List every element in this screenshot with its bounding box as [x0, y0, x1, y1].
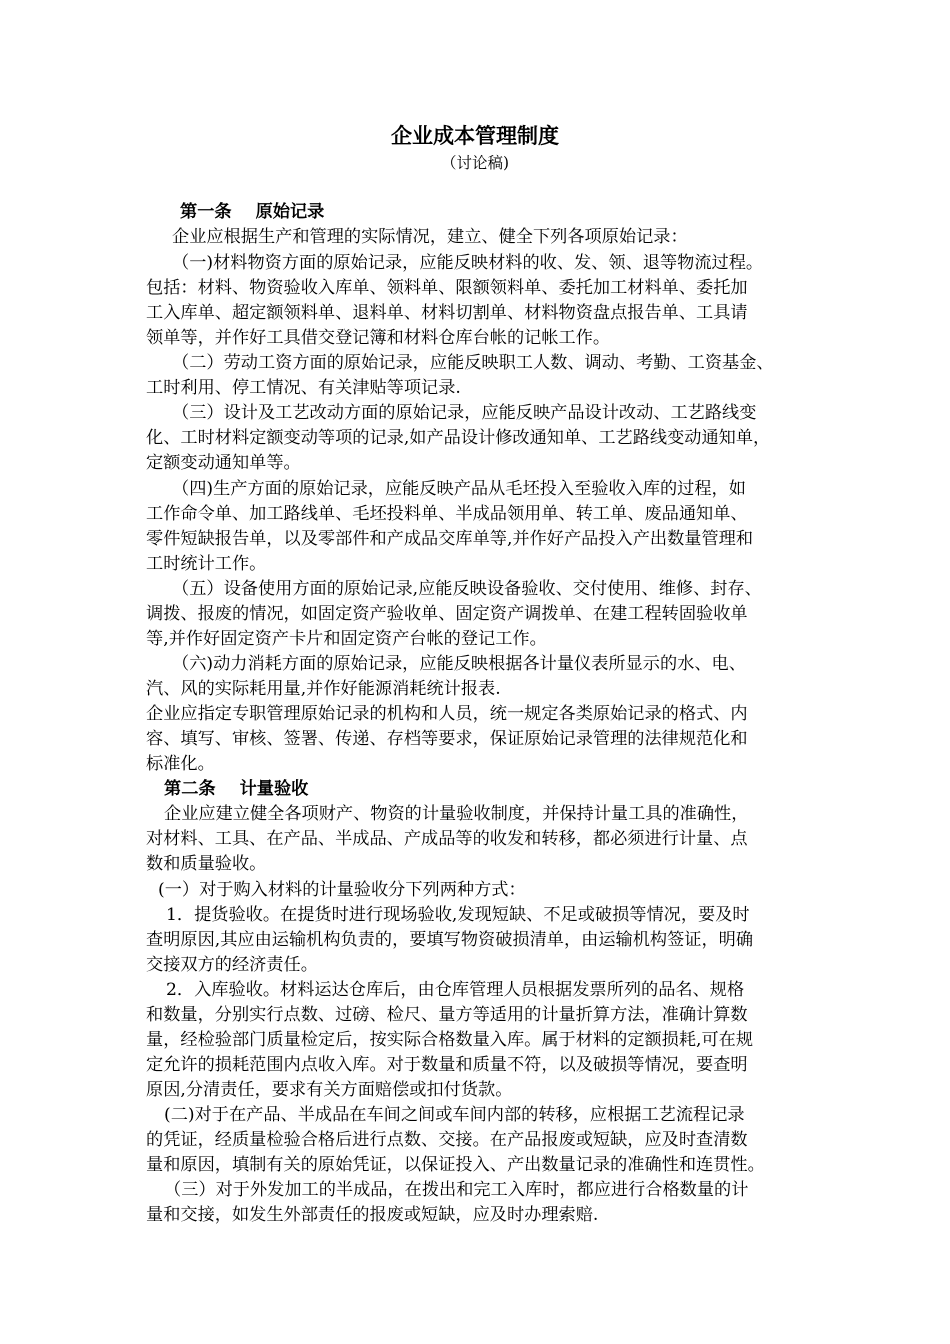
paragraph-line: 化、工时材料定额变动等项的记录,如产品设计修改通知单、工艺路线变动通知单， — [146, 428, 771, 448]
paragraph-line: 2．入库验收。材料运达仓库后，由仓库管理人员根据发票所列的品名、规格 — [166, 980, 745, 1000]
paragraph-line: 原因,分清责任，要求有关方面赔偿或扣付货款。 — [146, 1080, 513, 1100]
paragraph-line: 和数量，分别实行点数、过磅、检尺、量方等适用的计量折算方法，准确计算数 — [146, 1005, 748, 1025]
paragraph-line: (一）对于购入材料的计量验收分下列两种方式： — [158, 880, 526, 900]
paragraph-line: （三）设计及工艺改动方面的原始记录，应能反映产品设计改动、工艺路线变 — [172, 403, 757, 423]
paragraph-line: 工入库单、超定额领料单、退料单、材料切割单、材料物资盘点报告单、工具请 — [146, 303, 748, 323]
paragraph-line: 的凭证，经质量检验合格后进行点数、交接。在产品报废或短缺，应及时查清数 — [146, 1130, 748, 1150]
paragraph-line: （四)生产方面的原始记录，应能反映产品从毛坯投入至验收入库的过程，如 — [172, 479, 746, 499]
section2-number: 第二条 — [164, 779, 216, 799]
section1-name: 原始记录 — [255, 202, 325, 222]
paragraph-line: (二)对于在产品、半成品在车间之间或车间内部的转移，应根据工艺流程记录 — [164, 1105, 745, 1125]
paragraph-line: 领单等，并作好工具借交登记簿和材料仓库台帐的记帐工作。 — [146, 328, 611, 348]
paragraph-line: 企业应指定专职管理原始记录的机构和人员，统一规定各类原始记录的格式、内 — [146, 704, 748, 724]
paragraph-line: 标准化。 — [146, 754, 215, 774]
paragraph-line: 对材料、工具、在产品、半成品、产成品等的收发和转移，都必须进行计量、点 — [146, 829, 748, 849]
paragraph-line: 数和质量验收。 — [146, 854, 267, 874]
paragraph-line: 工时统计工作。 — [146, 554, 267, 574]
paragraph-line: 查明原因,其应由运输机构负责的，要填写物资破损清单，由运输机构签证，明确 — [146, 930, 754, 950]
paragraph-line: 定允许的损耗范围内点收入库。对于数量和质量不符，以及破损等情况，要查明 — [146, 1055, 748, 1075]
paragraph-line: （一)材料物资方面的原始记录，应能反映材料的收、发、领、退等物流过程。 — [172, 253, 764, 273]
paragraph-line: 等,并作好固定资产卡片和固定资产台帐的登记工作。 — [146, 629, 547, 649]
paragraph-line: 量和原因，填制有关的原始凭证，以保证投入、产出数量记录的准确性和连贯性。 — [146, 1155, 765, 1175]
paragraph-line: 容、填写、审核、签署、传递、存档等要求，保证原始记录管理的法律规范化和 — [146, 729, 748, 749]
paragraph-line: （六)动力消耗方面的原始记录，应能反映根据各计量仪表所显示的水、电、 — [172, 654, 746, 674]
section2-heading — [164, 777, 308, 801]
paragraph-line: 工作命令单、加工路线单、毛坯投料单、半成品领用单、转工单、废品通知单、 — [146, 504, 748, 524]
section1-number: 第一条 — [180, 202, 232, 222]
paragraph-line: 企业应根据生产和管理的实际情况，建立、健全下列各项原始记录： — [172, 227, 688, 247]
paragraph-line: 零件短缺报告单，以及零部件和产成品交库单等,并作好产品投入产出数量管理和 — [146, 529, 754, 549]
paragraph-line: 企业应建立健全各项财产、物资的计量验收制度，并保持计量工具的准确性， — [164, 804, 749, 824]
paragraph-line: 调拨、报废的情况，如固定资产验收单、固定资产调拨单、在建工程转固验收单 — [146, 604, 748, 624]
section2-name: 计量验收 — [239, 779, 309, 799]
paragraph-line: 包括：材料、物资验收入库单、领料单、限额领料单、委托加工材料单、委托加 — [146, 278, 748, 298]
paragraph-line: 工时利用、停工情况、有关津贴等项记录. — [146, 378, 461, 398]
paragraph-line: （二）劳动工资方面的原始记录，应能反映职工人数、调动、考勤、工资基金、 — [172, 353, 774, 373]
paragraph-line: 交接双方的经济责任。 — [146, 955, 318, 975]
document-subtitle: （讨论稿) — [440, 154, 510, 172]
paragraph-line: 量，经检验部门质量检定后，按实际合格数量入库。属于材料的定额损耗,可在规 — [146, 1030, 754, 1050]
paragraph-line: 1．提货验收。在提货时进行现场验收,发现短缺、不足或破损等情况，要及时 — [166, 905, 750, 925]
paragraph-line: 汽、风的实际耗用量,并作好能源消耗统计报表. — [146, 679, 501, 699]
section1-heading — [180, 200, 324, 224]
paragraph-line: 定额变动通知单等。 — [146, 453, 301, 473]
paragraph-line: 量和交接，如发生外部责任的报废或短缺，应及时办理索赔. — [146, 1205, 599, 1225]
paragraph-line: （五）设备使用方面的原始记录,应能反映设备验收、交付使用、维修、封存、 — [172, 579, 762, 599]
paragraph-line: （三）对于外发加工的半成品，在拨出和完工入库时，都应进行合格数量的计 — [164, 1180, 749, 1200]
document-title: 企业成本管理制度 — [391, 123, 559, 148]
